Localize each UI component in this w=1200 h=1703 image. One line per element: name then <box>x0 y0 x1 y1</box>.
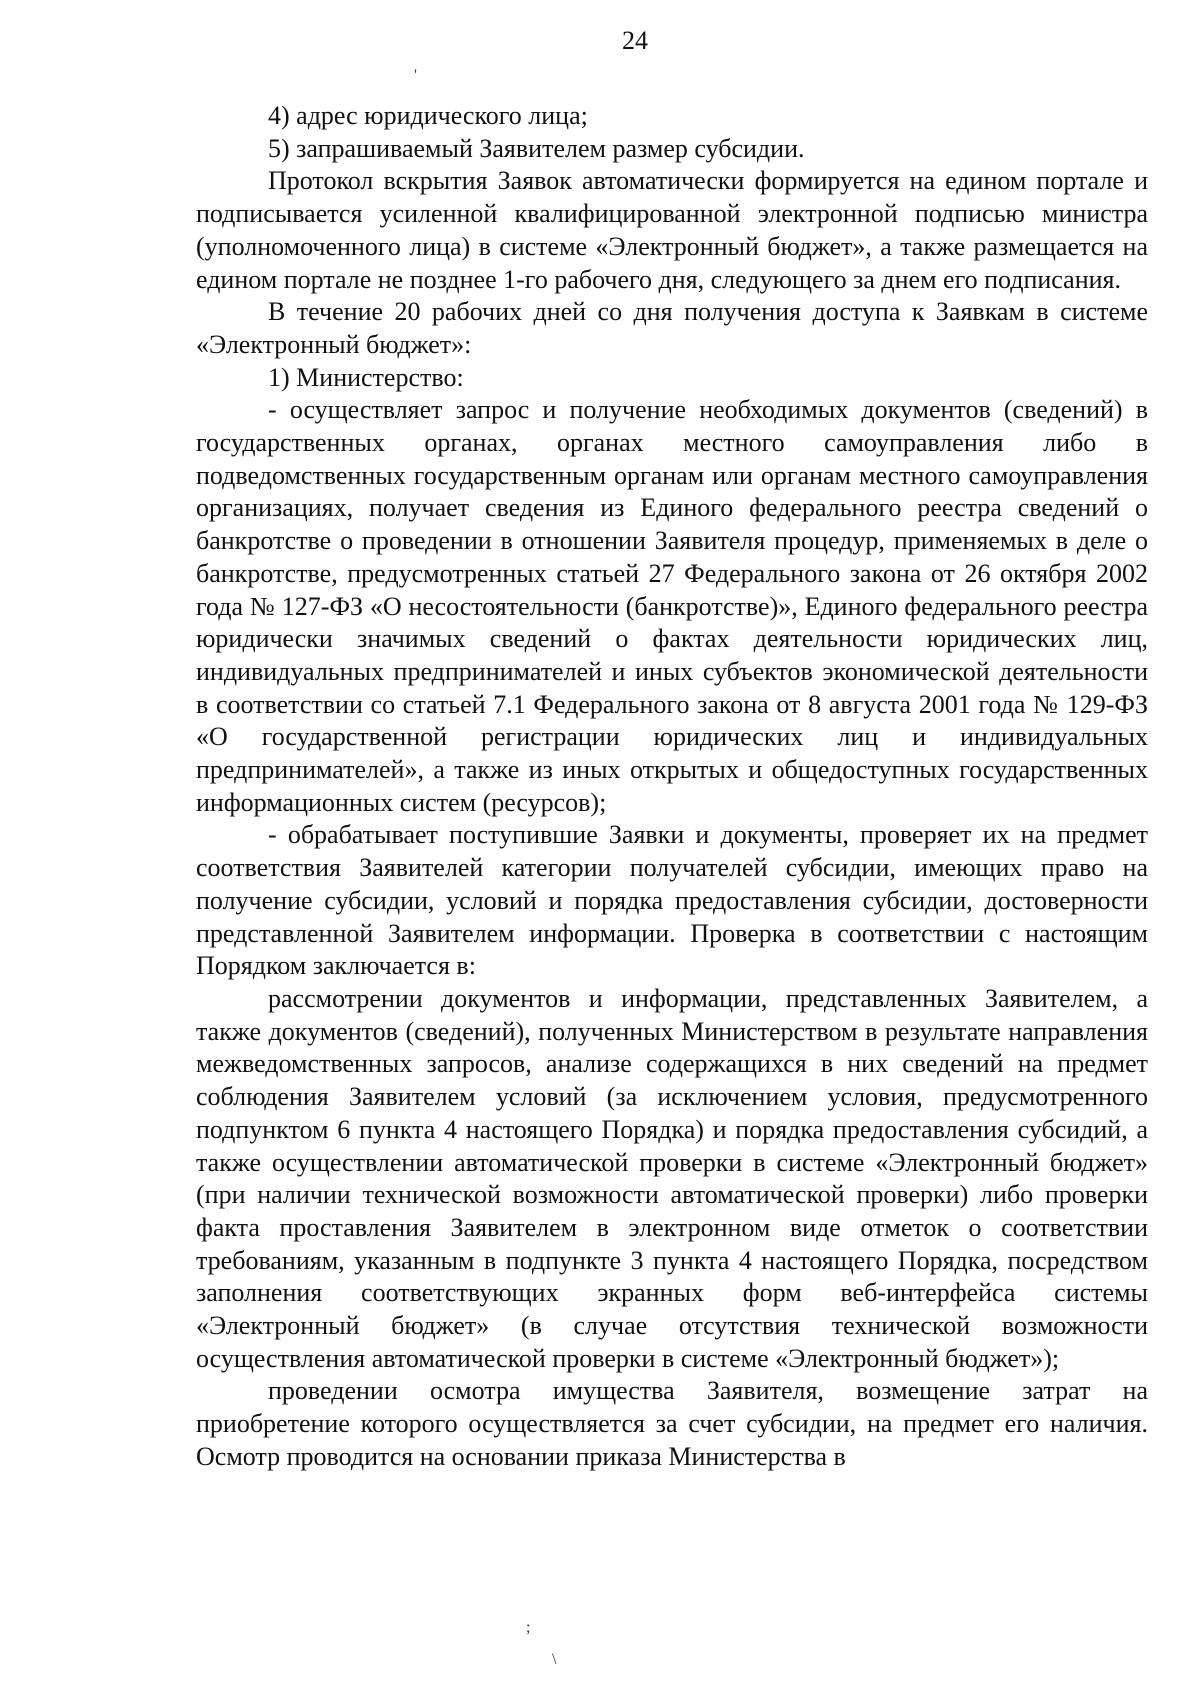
paragraph-protocol: Протокол вскрытия Заявок автоматически формируется на едином портале и подписывается усиленной квалифицированной электронной подписью министра (уполномоченного лица) в системе «Электронный бюджет», а также размещается на едином портале не позднее 1-го рабочего дня, следующего за днем его подписания. <box>196 166 1148 294</box>
paragraph-item-4: 4) адрес юридического лица; <box>268 101 588 130</box>
paragraph-inspection: проведении осмотра имущества Заявителя, возмещение затрат на приобретение которого осуществляется за счет субсидии, на предмет его наличия. Осмотр проводится на основании приказа Министерства в <box>196 1376 1148 1471</box>
scan-artifact: \ <box>552 1651 557 1668</box>
paragraph-term: В течение 20 рабочих дней со дня получения доступа к Заявкам в системе «Электронный бюджет»: <box>196 297 1148 359</box>
scan-artifact: ; <box>526 1619 531 1636</box>
page-number: 24 <box>622 26 648 55</box>
paragraph-item-5: 5) запрашиваемый Заявителем размер субсидии. <box>268 133 805 163</box>
paragraph-ministry: 1) Министерство: <box>268 362 464 392</box>
scan-artifact: ' <box>414 67 417 84</box>
document-body <box>196 100 1148 1474</box>
paragraph-review-documents: рассмотрении документов и информации, представленных Заявителем, а также документов (сведений), полученных Министерством в результате направления межведомственных запросов, анализе содержащихся в них сведений на предмет соблюдения Заявителем условий (за исключением условия, предусмотренного подпунктом 6 пункта 4 настоящего Порядка) и порядка предоставления субсидий, а также осуществлении автоматической проверки в системе «Электронный бюджет» (при наличии технической возможности автоматической проверки) либо проверки факта проставления Заявителем в электронном виде отметок о соответствии требованиям, указанным в подпункте 3 пункта 4 настоящего Порядка, посредством заполнения соответствующих экранных форм веб-интерфейса системы «Электронный бюджет» (в случае отсутствия технической возможности осуществления автоматической проверки в системе «Электронный бюджет»); <box>196 983 1148 1373</box>
paragraph-request-documents: - осуществляет запрос и получение необходимых документов (сведений) в государственных органах, органах местного самоуправления либо в подведомственных государственным органам или органам местного самоуправления организациях, получает сведения из Единого федерального реестра сведений о банкротстве о проведении в отношении Заявителя процедур, применяемых в деле о банкротстве, предусмотренных статьей 27 Федерального закона от 26 октября 2002 года № 127-ФЗ «О несостоятельности (банкротстве)», Единого федерального реестра юридически значимых сведений о фактах деятельности юридических лиц, индивидуальных предпринимателей и иных субъектов экономической деятельности в соответствии со статьей 7.1 Федерального закона от 8 августа 2001 года № 129-ФЗ «О государственной регистрации юридических лиц и индивидуальных предпринимателей», а также из иных открытых и общедоступных государственных информационных систем (ресурсов); <box>196 395 1148 817</box>
paragraph-process-applications: - обрабатывает поступившие Заявки и документы, проверяет их на предмет соответствия Заявителей категории получателей субсидии, имеющих право на получение субсидии, условий и порядка предоставления субсидии, достоверности представленной Заявителем информации. Проверка в соответствии с настоящим Порядком заключается в: <box>196 820 1148 981</box>
